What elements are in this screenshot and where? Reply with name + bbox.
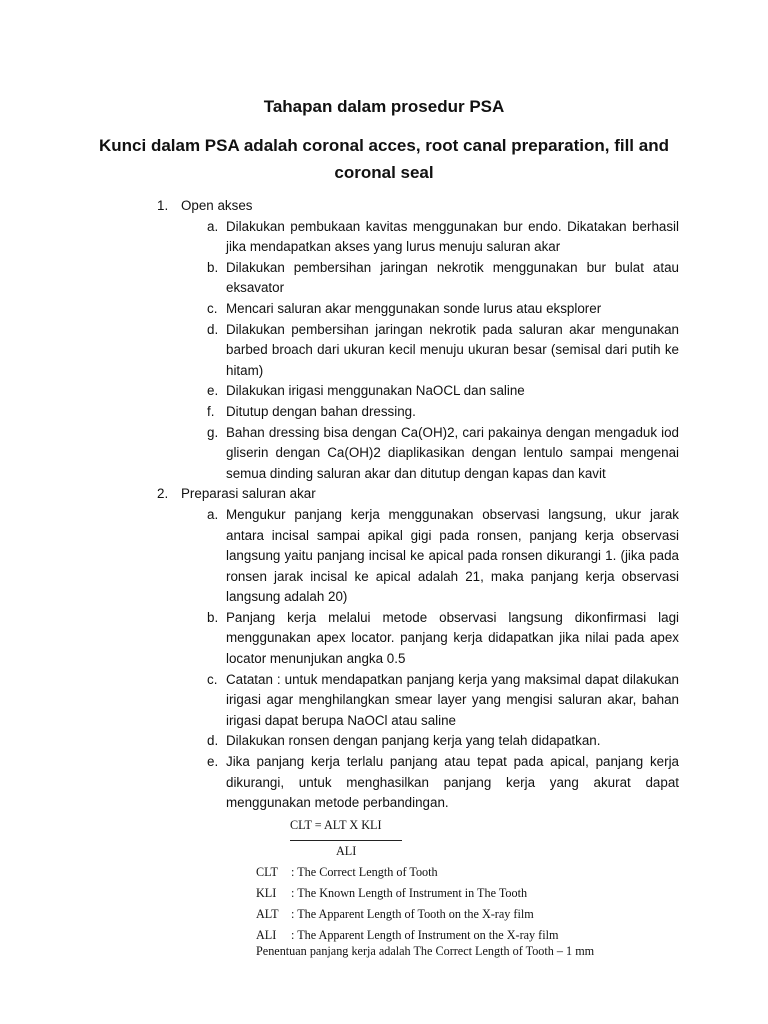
- item-text: Mencari saluran akar menggunakan sonde lurus atau eksplorer: [226, 300, 602, 316]
- item-text: Dilakukan ronsen dengan panjang kerja yang telah didapatkan.: [226, 733, 601, 749]
- document-title: Tahapan dalam prosedur PSA: [263, 97, 505, 116]
- formula-numerator: CLT = ALT X KLI: [290, 818, 382, 832]
- item-text: Dilakukan pembersihan jaringan nekrotik menggunakan bur bulat atau eksavator: [226, 259, 679, 296]
- list-item: [181, 217, 679, 258]
- item-text: Catatan : untuk mendapatkan panjang kerja yang maksimal dapat dilakukan irigasi agar menghilangkan smear layer yang mengisi saluran akar, bahan irigasi dapat berupa NaOCl atau saline: [226, 671, 679, 728]
- item-letter: c.: [207, 671, 218, 687]
- formula-definitions: [256, 862, 616, 946]
- item-text: Bahan dressing bisa dengan Ca(OH)2, cari pakainya dengan mengaduk iod gliserin dengan Ca(OH)2 diaplikasikan dengan lentulo sampai mengenai semua dinding saluran akar dan ditutup dengan kapas dan kavit: [226, 424, 679, 481]
- item-text: Dilakukan irigasi menggunakan NaOCL dan saline: [226, 383, 525, 399]
- item-letter: f.: [207, 403, 215, 419]
- formula-note: Penentuan panjang kerja adalah The Correct Length of Tooth – 1 mm: [256, 944, 595, 958]
- list-item: [181, 402, 679, 423]
- definition-row: [256, 883, 616, 904]
- section-heading: Open akses: [181, 198, 253, 213]
- section-number: 1.: [157, 198, 169, 213]
- subtitle-line-2: coronal seal: [334, 163, 434, 182]
- procedure-list: [157, 196, 679, 814]
- definition-abbr: ALT: [256, 907, 279, 921]
- section-open-akses: [157, 196, 679, 484]
- sub-list: [181, 217, 679, 485]
- item-letter: c.: [207, 300, 218, 316]
- definition-row: [256, 925, 616, 946]
- definition-abbr: ALI: [256, 928, 277, 942]
- item-letter: e.: [207, 383, 219, 399]
- definition-row: [256, 862, 616, 883]
- definition-desc: : The Known Length of Instrument in The Tooth: [291, 886, 528, 900]
- item-letter: a.: [207, 218, 219, 234]
- item-text: Dilakukan pembukaan kavitas menggunakan bur endo. Dikatakan berhasil jika mendapatkan akses yang lurus menuju saluran akar: [226, 218, 679, 255]
- item-letter: d.: [207, 321, 219, 337]
- definition-desc: : The Correct Length of Tooth: [291, 865, 438, 879]
- list-item: [181, 505, 679, 608]
- list-item: [181, 423, 679, 485]
- list-item: [181, 258, 679, 299]
- section-number: 2.: [157, 486, 169, 502]
- sub-list: [181, 505, 679, 814]
- formula-denominator: ALI: [336, 844, 357, 858]
- list-item: [181, 752, 679, 814]
- subtitle-line-1: Kunci dalam PSA adalah coronal acces, root canal preparation, fill and: [99, 136, 669, 155]
- section-heading: Preparasi saluran akar: [181, 486, 316, 502]
- definition-abbr: KLI: [256, 886, 277, 900]
- item-text: Mengukur panjang kerja menggunakan observasi langsung, ukur jarak antara incisal sampai apikal gigi pada ronsen, panjang kerja observasi langsung yaitu panjang incisal ke apical pada ronsen dikurangi 1. (jika pada ronsen jarak incisal ke apical adalah 21, maka panjang kerja observasi langsung adalah 20): [226, 506, 679, 605]
- item-letter: d.: [207, 733, 219, 749]
- list-item: [181, 381, 679, 402]
- item-letter: b.: [207, 259, 219, 275]
- list-item: [181, 670, 679, 732]
- definition-desc: : The Apparent Length of Instrument on the X-ray film: [291, 928, 559, 942]
- definition-row: [256, 904, 616, 925]
- item-letter: b.: [207, 609, 219, 625]
- definition-desc: : The Apparent Length of Tooth on the X-ray film: [291, 907, 534, 921]
- item-text: Ditutup dengan bahan dressing.: [226, 403, 416, 419]
- list-item: [181, 731, 679, 752]
- item-letter: a.: [207, 506, 219, 522]
- document-subtitle: [0, 132, 768, 186]
- formula-fraction: [290, 818, 402, 858]
- definition-abbr: CLT: [256, 865, 278, 879]
- list-item: [181, 320, 679, 382]
- section-preparasi-saluran-akar: [157, 484, 679, 814]
- fraction-line: [290, 840, 402, 841]
- list-item: [181, 608, 679, 670]
- item-text: Jika panjang kerja terlalu panjang atau tepat pada apical, panjang kerja dikurangi, untuk menghasilkan panjang kerja yang akurat dapat menggunakan metode perbandingan.: [226, 754, 679, 811]
- item-text: Panjang kerja melalui metode observasi langsung dikonfirmasi lagi menggunakan apex locator. panjang kerja didapatkan jika nilai pada apex locator menunjukan angka 0.5: [226, 609, 679, 667]
- item-letter: e.: [207, 754, 219, 770]
- item-letter: g.: [207, 424, 219, 440]
- list-item: [181, 299, 679, 320]
- item-text: Dilakukan pembersihan jaringan nekrotik pada saluran akar mengunakan barbed broach dari ukuran kecil menuju ukuran besar (semisal dari putih ke hitam): [226, 321, 679, 378]
